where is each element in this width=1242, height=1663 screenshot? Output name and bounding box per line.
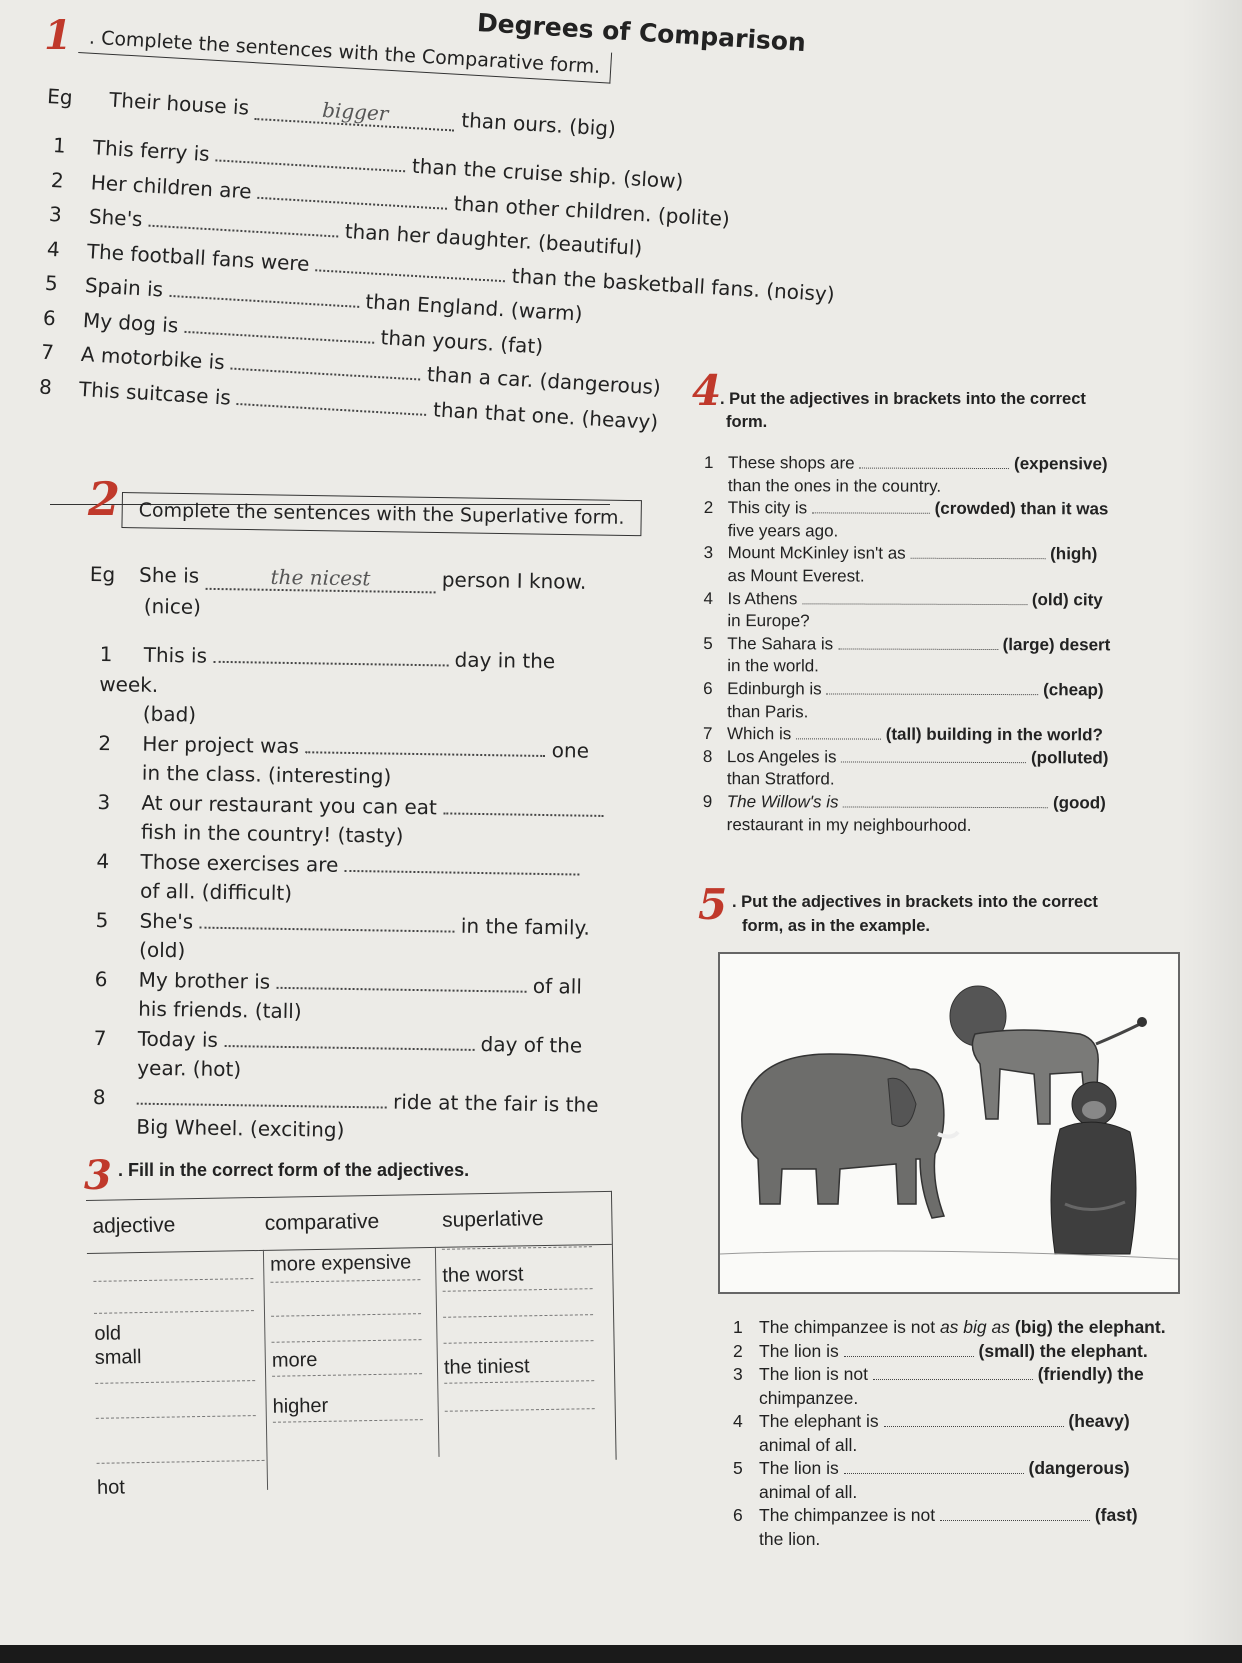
answer-blank[interactable] xyxy=(838,648,998,650)
answer-blank[interactable] xyxy=(231,368,421,381)
list-item: 3 The lion is not (friendly) the chimpanzee. xyxy=(733,1364,1144,1408)
adjective-column xyxy=(93,1250,265,1499)
list-item: 3 Mount McKinley isn't as (high) as Mount Everest. xyxy=(703,543,1098,586)
comparative-column xyxy=(263,1247,436,1490)
table-cell: higher xyxy=(272,1394,329,1418)
animals-illustration xyxy=(718,952,1180,1294)
answer-blank[interactable] xyxy=(826,693,1038,695)
example-answer-blank xyxy=(205,564,435,594)
list-item: 5 The Sahara is (large) desert in the world. xyxy=(703,633,1111,676)
table-cell: the tiniest xyxy=(443,1355,530,1379)
superlative-column xyxy=(435,1244,616,1457)
list-item: 2 Her children are than other children. (polite) xyxy=(50,167,731,231)
elephant-illustration xyxy=(742,1054,958,1218)
lion-illustration xyxy=(950,986,1147,1124)
exercise-2-example: Eg She is the nicest person I know. xyxy=(89,562,587,594)
column-header-superlative: superlative xyxy=(436,1192,612,1248)
list-item: 7 Which is (tall) building in the world? xyxy=(702,724,1103,745)
answer-blank[interactable] xyxy=(216,159,406,172)
answer-blank[interactable] xyxy=(843,806,1048,808)
list-item: 3 She's than her daughter. (beautiful) xyxy=(48,201,643,261)
answer-blank[interactable] xyxy=(169,295,359,308)
exercise-4-list xyxy=(703,452,1144,838)
exercise-1-instruction: . Complete the sentences with the Comparative form. xyxy=(78,22,612,84)
list-item: 4 Is Athens (old) city in Europe? xyxy=(703,588,1103,631)
example-answer: the nicest xyxy=(270,564,371,591)
list-item: 2 This city is (crowded) than it was five years ago. xyxy=(703,498,1109,541)
list-item: 4 Those exercises are of all. (difficult) xyxy=(96,846,617,913)
answer-blank[interactable] xyxy=(258,196,448,209)
list-item: 7 Today is day of the year. (hot) xyxy=(93,1025,583,1082)
column-header-adjective: adjective xyxy=(86,1198,259,1253)
list-item: 5 The lion is (dangerous) animal of all. xyxy=(733,1458,1130,1502)
exercise-2-list xyxy=(92,640,620,1150)
exercise-3-number: 3 xyxy=(84,1152,112,1199)
answer-blank[interactable] xyxy=(796,738,881,739)
exercise-5-list xyxy=(733,1316,1193,1551)
list-item: 6 My dog is than yours. (fat) xyxy=(42,305,544,358)
answer-blank[interactable] xyxy=(910,558,1045,559)
example-hint: (nice) xyxy=(143,594,202,619)
example-label: Eg xyxy=(46,84,74,110)
list-item: 8 Los Angeles is (polluted) than Stratford. xyxy=(702,746,1109,789)
exercise-3-instruction: . Fill in the correct form of the adjectives. xyxy=(118,1160,470,1180)
chimpanzee-illustration xyxy=(1051,1082,1136,1254)
answer-blank[interactable] xyxy=(940,1520,1090,1521)
list-item: 3 At our restaurant you can eat fish in the country! (tasty) xyxy=(97,787,618,854)
example-end: than ours. (big) xyxy=(460,107,617,141)
example-answer: bigger xyxy=(321,97,390,126)
answer-blank[interactable] xyxy=(199,926,454,932)
table-cell: old xyxy=(94,1322,122,1345)
list-item: 5 She's in the family. (old) xyxy=(95,907,591,963)
table-cell: small xyxy=(94,1346,142,1369)
table-cell: hot xyxy=(96,1476,126,1499)
list-item: 1 These shops are (expensive) than the ones in the country. xyxy=(703,453,1108,496)
list-item: 7 A motorbike is than a car. (dangerous) xyxy=(40,339,662,400)
answer-blank[interactable] xyxy=(841,761,1026,763)
exercise-2-instruction: Complete the sentences with the Superlative form. xyxy=(121,492,641,536)
exercise-5-instruction: . Put the adjectives in brackets into the correct form, as in the example. xyxy=(732,893,1098,935)
list-item: 6 My brother is of all his friends. (tall) xyxy=(94,966,583,1024)
example-answer: as big as xyxy=(939,1317,1010,1337)
adjective-table-frame xyxy=(86,1191,617,1499)
list-item: 2 Her project was one in the class. (interesting) xyxy=(98,730,590,789)
answer-blank[interactable] xyxy=(873,1379,1033,1380)
list-item: 4 The elephant is (heavy) animal of all. xyxy=(733,1411,1130,1455)
answer-blank[interactable] xyxy=(812,513,930,514)
list-item: 6 Edinburgh is (cheap) than Paris. xyxy=(703,678,1104,721)
exercise-4-number: 4 xyxy=(692,366,722,415)
answer-blank[interactable] xyxy=(305,751,545,757)
list-item: 2 The lion is (small) the elephant. xyxy=(733,1340,1148,1361)
answer-blank[interactable] xyxy=(802,603,1027,605)
table-cell: the worst xyxy=(442,1263,524,1287)
answer-blank[interactable] xyxy=(315,269,505,282)
exercise-1-number: 1 xyxy=(44,12,72,59)
answer-blank[interactable] xyxy=(345,869,580,875)
answer-blank[interactable] xyxy=(184,330,374,343)
example-start: Their house is xyxy=(108,87,250,120)
exercise-4-instruction: . Put the adjectives in brackets into the correct form. xyxy=(720,390,1086,431)
exercise-2-number: 2 xyxy=(88,472,121,526)
list-item: 8 This suitcase is than that one. (heavy) xyxy=(38,374,659,434)
example-answer-blank xyxy=(255,94,456,131)
answer-blank[interactable] xyxy=(237,402,427,415)
answer-blank[interactable] xyxy=(137,1102,387,1108)
answer-blank[interactable] xyxy=(276,986,526,992)
table-cell: more xyxy=(271,1348,318,1372)
list-item: 1 This is day in the week. (bad) xyxy=(99,641,556,727)
exercise-5-number: 5 xyxy=(698,880,728,929)
list-item: 6 The chimpanzee is not (fast) the lion. xyxy=(733,1505,1138,1549)
answer-blank[interactable] xyxy=(844,1473,1024,1474)
page-title: Degrees of Comparison xyxy=(476,8,807,58)
answer-blank[interactable] xyxy=(884,1426,1064,1427)
table-cell: more expensive xyxy=(269,1251,412,1276)
list-item: 1 The chimpanzee is not as big as (big) the elephant. xyxy=(733,1317,1166,1337)
answer-blank[interactable] xyxy=(213,661,448,667)
answer-blank[interactable] xyxy=(844,1356,974,1357)
list-item: 1 This ferry is than the cruise ship. (slow) xyxy=(52,132,684,194)
answer-blank[interactable] xyxy=(443,812,603,817)
animals-illustration-svg xyxy=(720,954,1178,1292)
list-item: 9 The Willow's is (good) restaurant in my neighbourhood. xyxy=(702,791,1106,835)
column-header-comparative: comparative xyxy=(258,1195,436,1251)
answer-blank[interactable] xyxy=(148,225,338,238)
answer-blank[interactable] xyxy=(859,468,1009,470)
list-item: 8 ride at the fair is the Big Wheel. (exciting) xyxy=(92,1084,599,1142)
list-item: 4 The football fans were than the basketball fans. (noisy) xyxy=(46,236,836,306)
list-item: 5 Spain is than England. (warm) xyxy=(44,270,584,326)
answer-blank[interactable] xyxy=(224,1045,474,1051)
